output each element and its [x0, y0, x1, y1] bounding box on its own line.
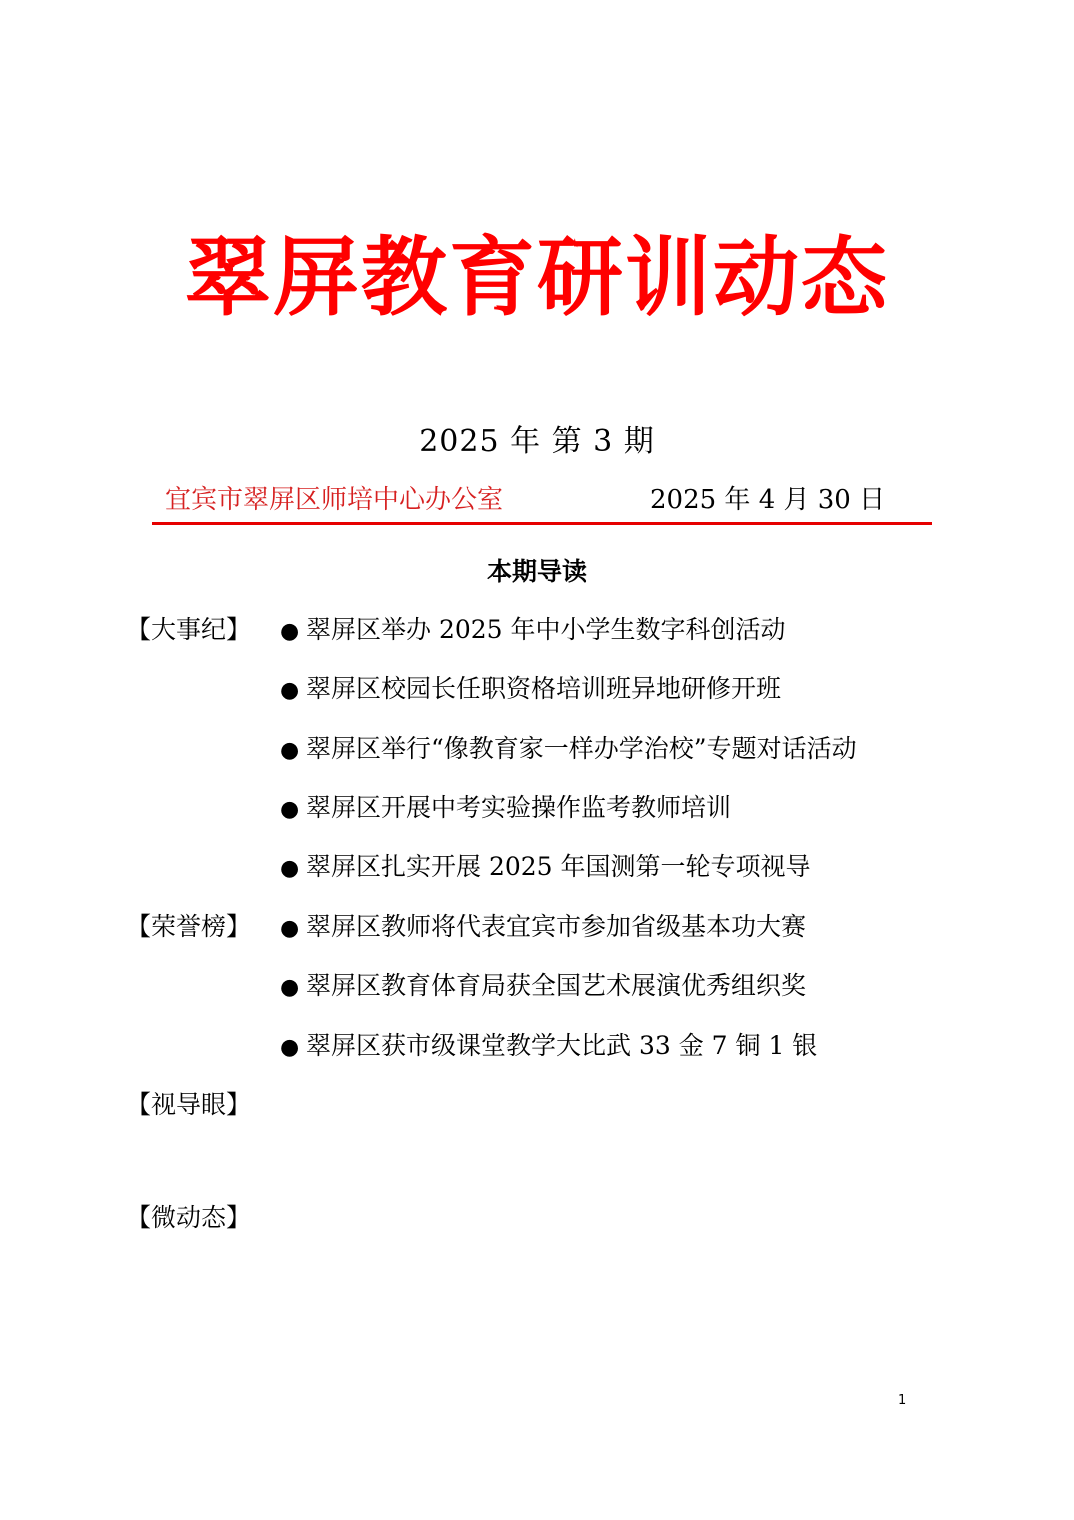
- publisher-name: 宜宾市翠屏区师培中心办公室: [165, 485, 504, 515]
- toc-item[interactable]: [280, 610, 786, 652]
- section-label-events: 【大事纪】: [126, 615, 252, 644]
- toc-item[interactable]: [280, 729, 857, 771]
- toc-item-text: 翠屏区教育体育局获全国艺术展演优秀组织奖: [306, 971, 807, 1000]
- bullet-icon: ●: [280, 678, 300, 703]
- publication-date: 2025 年 4 月 30 日: [650, 485, 886, 515]
- toc-item-text: 翠屏区校园长任职资格培训班异地研修开班: [306, 674, 782, 703]
- toc-item-text: 翠屏区开展中考实验操作监考教师培训: [306, 793, 732, 822]
- bullet-icon: ●: [280, 738, 300, 763]
- section-label-updates: 【微动态】: [126, 1203, 252, 1232]
- toc-item[interactable]: [280, 1026, 817, 1068]
- toc-item-text: 翠屏区扎实开展 2025 年国测第一轮专项视导: [306, 852, 811, 881]
- toc-item[interactable]: [280, 669, 781, 711]
- toc-item-text: 翠屏区举行“像教育家一样办学治校”专题对话活动: [306, 734, 857, 763]
- toc-item-text: 翠屏区获市级课堂教学大比武 33 金 7 铜 1 银: [306, 1031, 818, 1060]
- section-label-inspection: 【视导眼】: [126, 1090, 252, 1119]
- header-divider: [152, 522, 932, 525]
- toc-item[interactable]: [280, 788, 731, 830]
- bullet-icon: ●: [280, 916, 300, 941]
- toc-item-text: 翠屏区教师将代表宜宾市参加省级基本功大赛: [306, 912, 807, 941]
- bullet-icon: ●: [280, 619, 300, 644]
- toc-heading: 本期导读: [486, 557, 587, 586]
- toc-item[interactable]: [280, 847, 811, 889]
- masthead-title: 翠屏教育研训动态: [185, 228, 889, 328]
- toc-item-text: 翠屏区举办 2025 年中小学生数字科创活动: [306, 615, 786, 644]
- bullet-icon: ●: [280, 975, 300, 1000]
- page-number: 1: [898, 1393, 907, 1408]
- bullet-icon: ●: [280, 856, 300, 881]
- section-label-honors: 【荣誉榜】: [126, 912, 252, 941]
- bullet-icon: ●: [280, 1035, 300, 1060]
- toc-item[interactable]: [280, 907, 806, 949]
- issue-number: 2025 年 第 3 期: [419, 424, 655, 459]
- toc-item[interactable]: [280, 966, 806, 1008]
- bullet-icon: ●: [280, 797, 300, 822]
